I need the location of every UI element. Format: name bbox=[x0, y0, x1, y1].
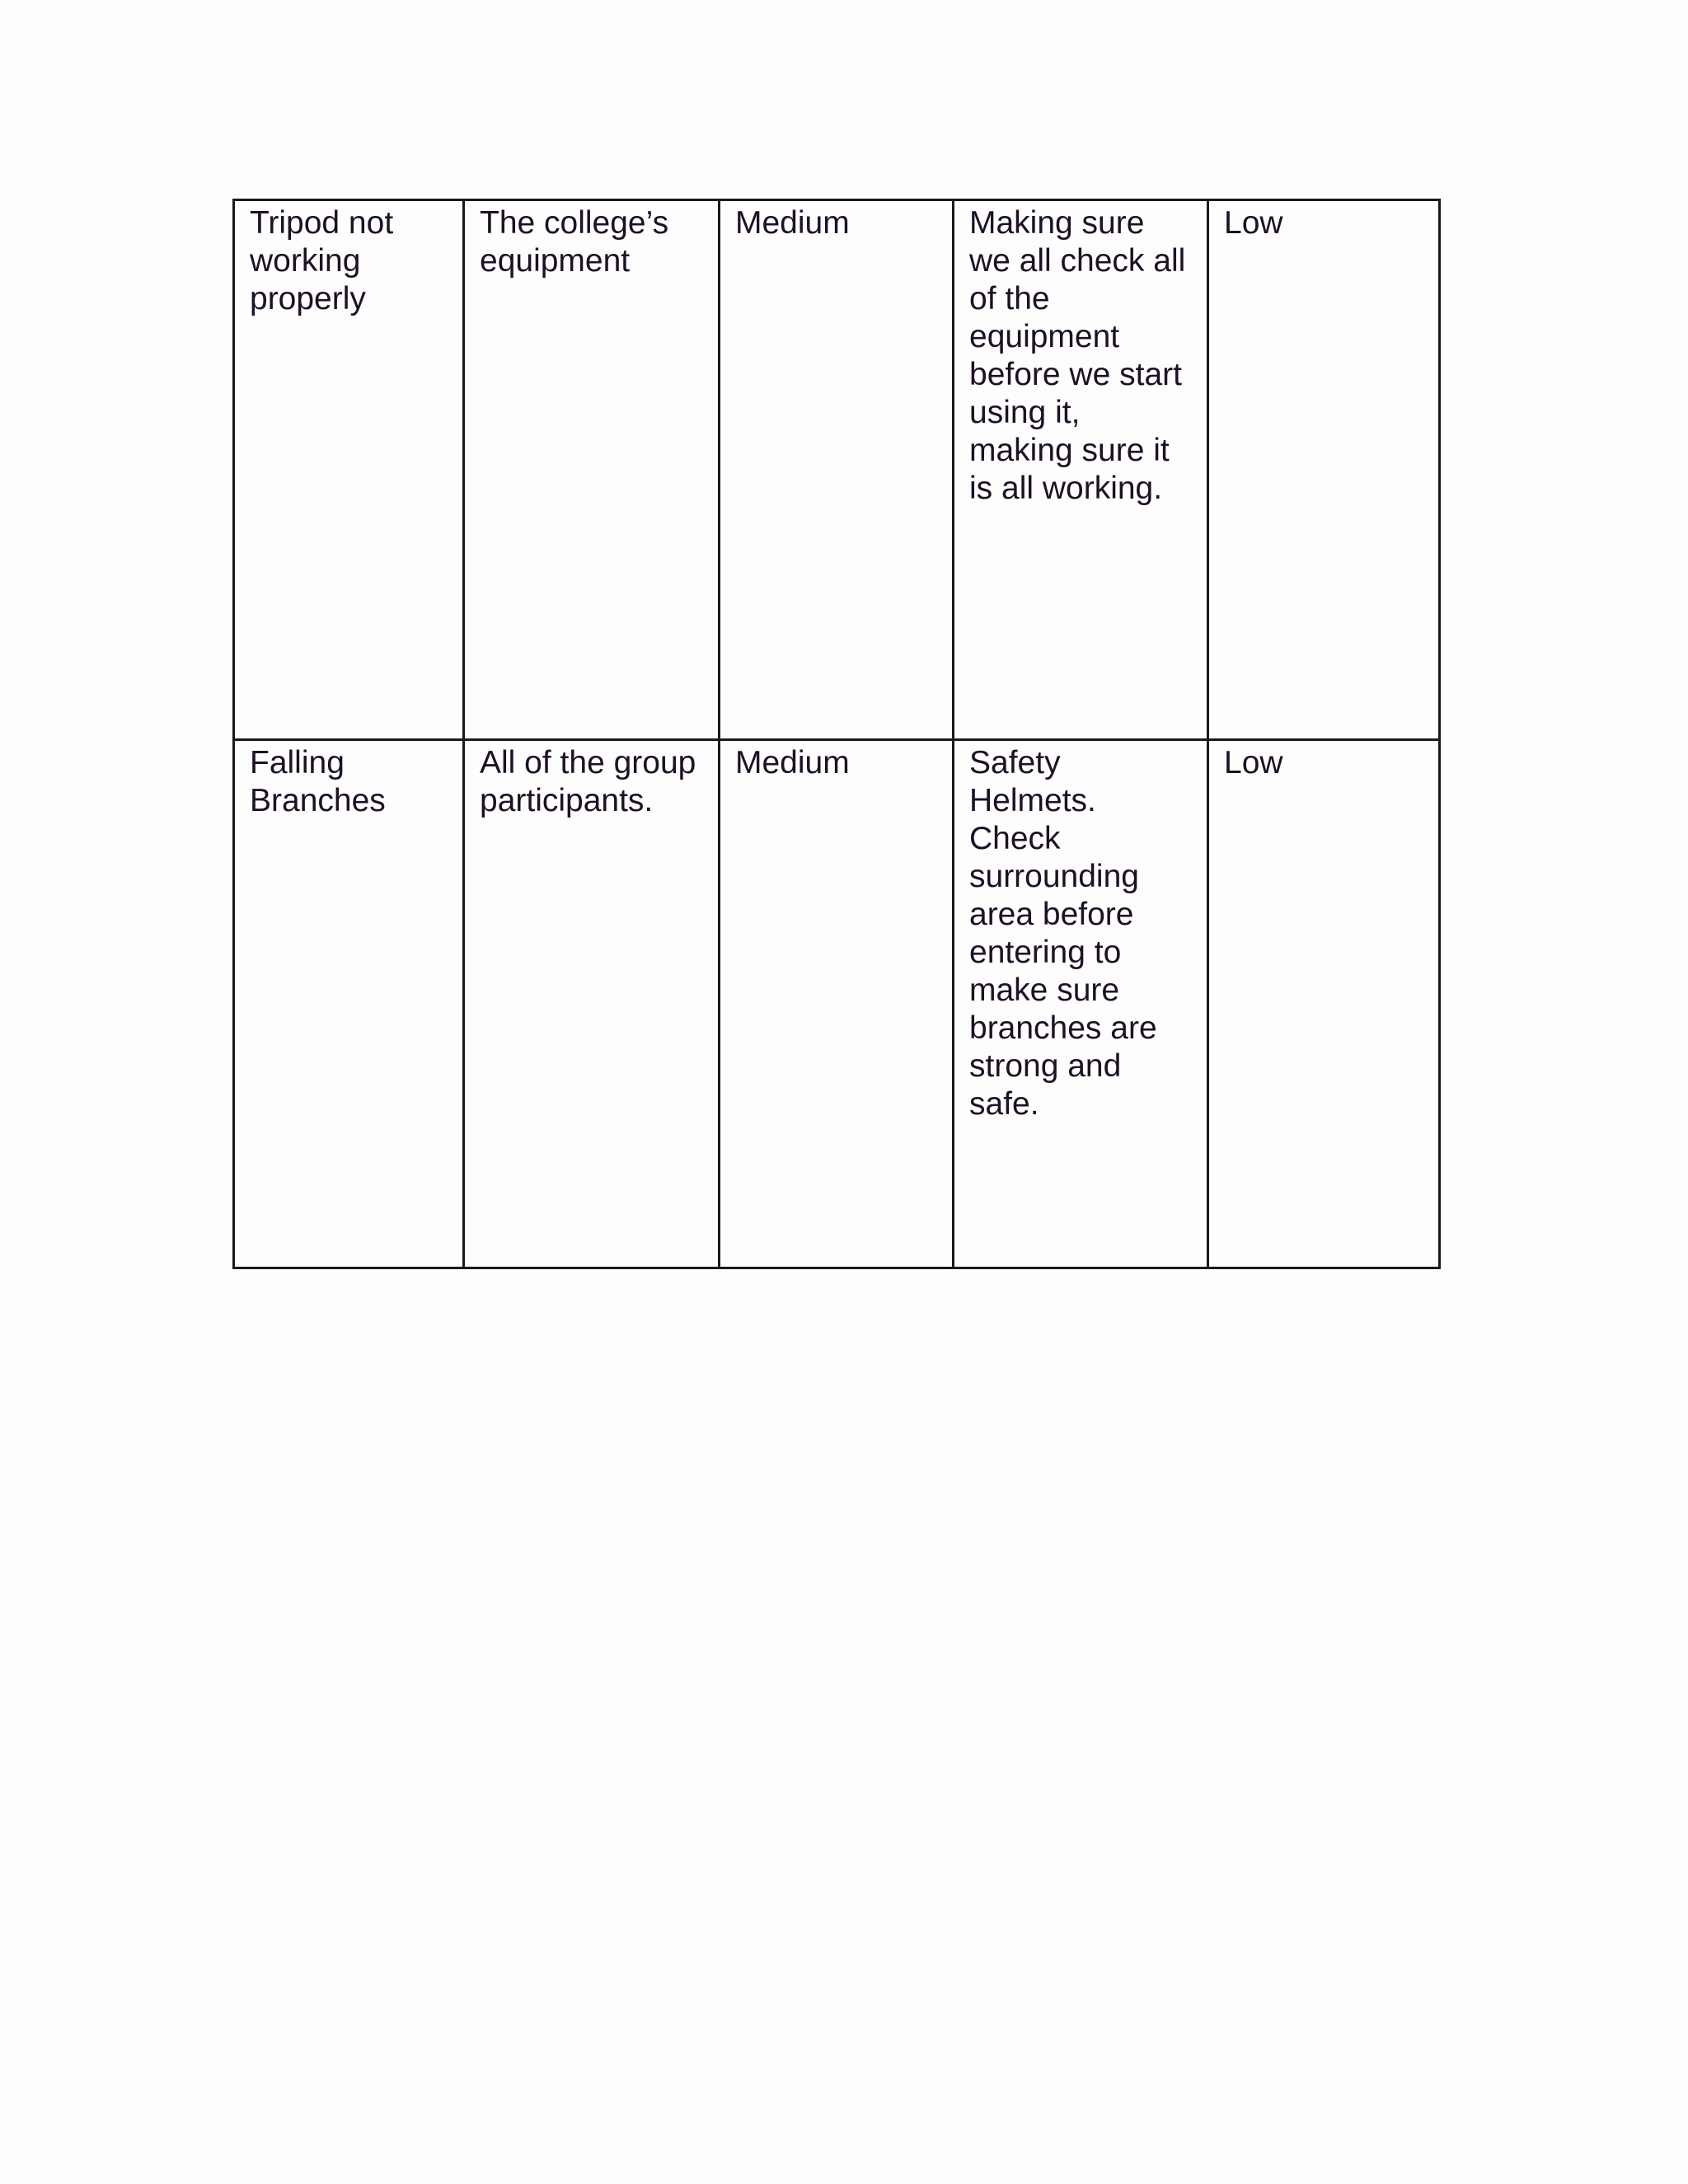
who-at-risk-cell: The college’s equipment bbox=[464, 200, 720, 740]
hazard-cell: Falling Branches bbox=[234, 740, 464, 1268]
table-row bbox=[234, 740, 1440, 1268]
residual-risk-cell: Low bbox=[1208, 740, 1440, 1268]
control-measures-cell: Safety Helmets. Check surrounding area before entering to make sure branches are strong and safe. bbox=[954, 740, 1208, 1268]
control-measures-cell: Making sure we all check all of the equipment before we start using it, making sure it is all working. bbox=[954, 200, 1208, 740]
who-at-risk-cell: All of the group participants. bbox=[464, 740, 720, 1268]
hazard-cell: Tripod not working properly bbox=[234, 200, 464, 740]
risk-assessment-table bbox=[232, 199, 1441, 1269]
risk-level-cell: Medium bbox=[720, 740, 954, 1268]
residual-risk-cell: Low bbox=[1208, 200, 1440, 740]
table-row bbox=[234, 200, 1440, 740]
risk-level-cell: Medium bbox=[720, 200, 954, 740]
